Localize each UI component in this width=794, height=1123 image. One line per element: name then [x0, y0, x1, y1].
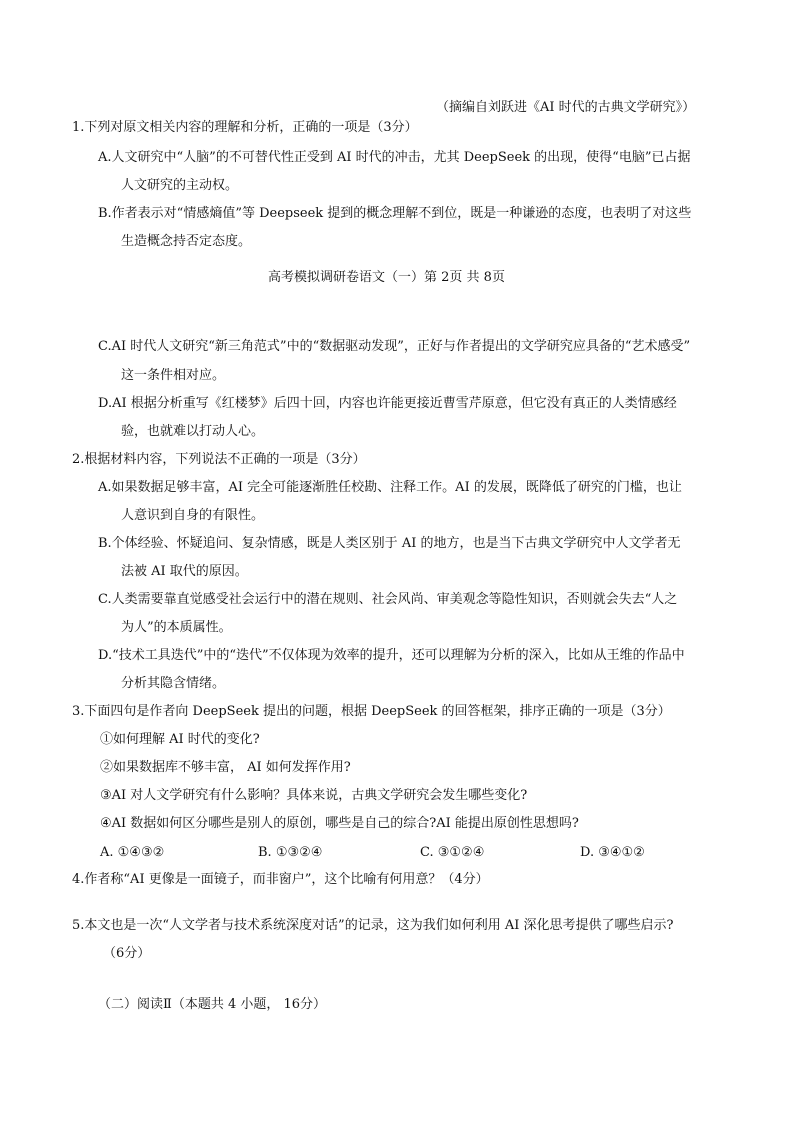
question-2-option-c-cont: 为人”的本质属性。	[121, 620, 232, 635]
question-2-option-c: C.人类需要靠直觉感受社会运行中的潜在规则、社会风尚、审美观念等隐性知识，否则就会失去“人之	[98, 592, 678, 607]
question-3-sentence-4: ④AI 数据如何区分哪些是别人的原创，哪些是自己的综合?AI 能提出原创性思想吗?	[100, 816, 579, 831]
question-2-option-a-cont: 人意识到自身的有限性。	[121, 508, 265, 523]
question-2-stem: 2.根据材料内容，下列说法不正确的一项是（3分）	[72, 452, 366, 467]
source-note: （摘编自刘跃进《AI 时代的古典文学研究》）	[436, 100, 696, 115]
question-1-option-a-cont: 人文研究的主动权。	[121, 178, 239, 193]
question-1-option-c-cont: 这一条件相对应。	[121, 368, 226, 383]
section-heading: （二）阅读Ⅱ（本题共 4 小题， 16分）	[98, 997, 327, 1012]
question-1-option-c: C.AI 时代人文研究“新三角范式”中的“数据驱动发现”，正好与作者提出的文学研究应具备的“艺术感受”	[98, 339, 691, 354]
question-2-option-b: B.个体经验、怀疑追问、复杂情感，既是人类区别于 AI 的地方，也是当下古典文学研究中人文学者无	[98, 536, 681, 551]
question-4-stem: 4.作者称“AI 更像是一面镜子，而非窗户”，这个比喻有何用意？（4分）	[72, 872, 489, 887]
page-footer: 高考模拟调研卷语文（一）第 2页 共 8页	[268, 270, 505, 285]
question-2-option-d: D.“技术工具迭代”中的“迭代”不仅体现为效率的提升，还可以理解为分析的深入，比如从王维的作品中	[98, 648, 685, 663]
question-3-choice-b: B. ①③②④	[258, 845, 323, 860]
question-3-choice-d: D. ③④①②	[580, 845, 645, 860]
question-5-score: （6分）	[103, 946, 151, 961]
question-1-option-d: D.AI 根据分析重写《红楼梦》后四十回，内容也许能更接近曹雪芹原意，但它没有真正的人类情感经	[98, 396, 677, 411]
question-2-option-a: A.如果数据足够丰富，AI 完全可能逐渐胜任校勘、注释工作。AI 的发展，既降低了研究的门槛，也让	[98, 480, 682, 495]
question-1-option-b-cont: 生造概念持否定态度。	[121, 234, 252, 249]
question-3-sentence-2: ②如果数据库不够丰富， AI 如何发挥作用?	[100, 760, 351, 775]
question-5-stem: 5.本文也是一次“人文学者与技术系统深度对话”的记录，这为我们如何利用 AI 深化思考提供了哪些启示?	[72, 918, 674, 933]
question-2-option-b-cont: 法被 AI 取代的原因。	[121, 564, 248, 579]
question-1-option-a: A.人文研究中“人脑”的不可替代性正受到 AI 时代的冲击，尤其 DeepSeek 的出现，使得“电脑”已占据	[98, 150, 691, 165]
question-3-stem: 3.下面四句是作者向 DeepSeek 提出的问题，根据 DeepSeek 的回答框架，排序正确的一项是（3分）	[72, 704, 671, 719]
question-1-option-d-cont: 验，也就难以打动人心。	[121, 424, 265, 439]
question-3-sentence-3: ③AI 对人文学研究有什么影响？具体来说，古典文学研究会发生哪些变化?	[100, 788, 528, 803]
question-3-choice-a: A. ①④③②	[100, 845, 165, 860]
question-3-choice-c: C. ③①②④	[420, 845, 485, 860]
question-1-stem: 1.下列对原文相关内容的理解和分析，正确的一项是（3分）	[72, 120, 418, 135]
question-2-option-d-cont: 分析其隐含情绪。	[121, 676, 226, 691]
question-3-sentence-1: ①如何理解 AI 时代的变化?	[100, 732, 260, 747]
question-1-option-b: B.作者表示对“情感熵值”等 Deepseek 提到的概念理解不到位，既是一种谦逊的态度，也表明了对这些	[98, 206, 692, 221]
